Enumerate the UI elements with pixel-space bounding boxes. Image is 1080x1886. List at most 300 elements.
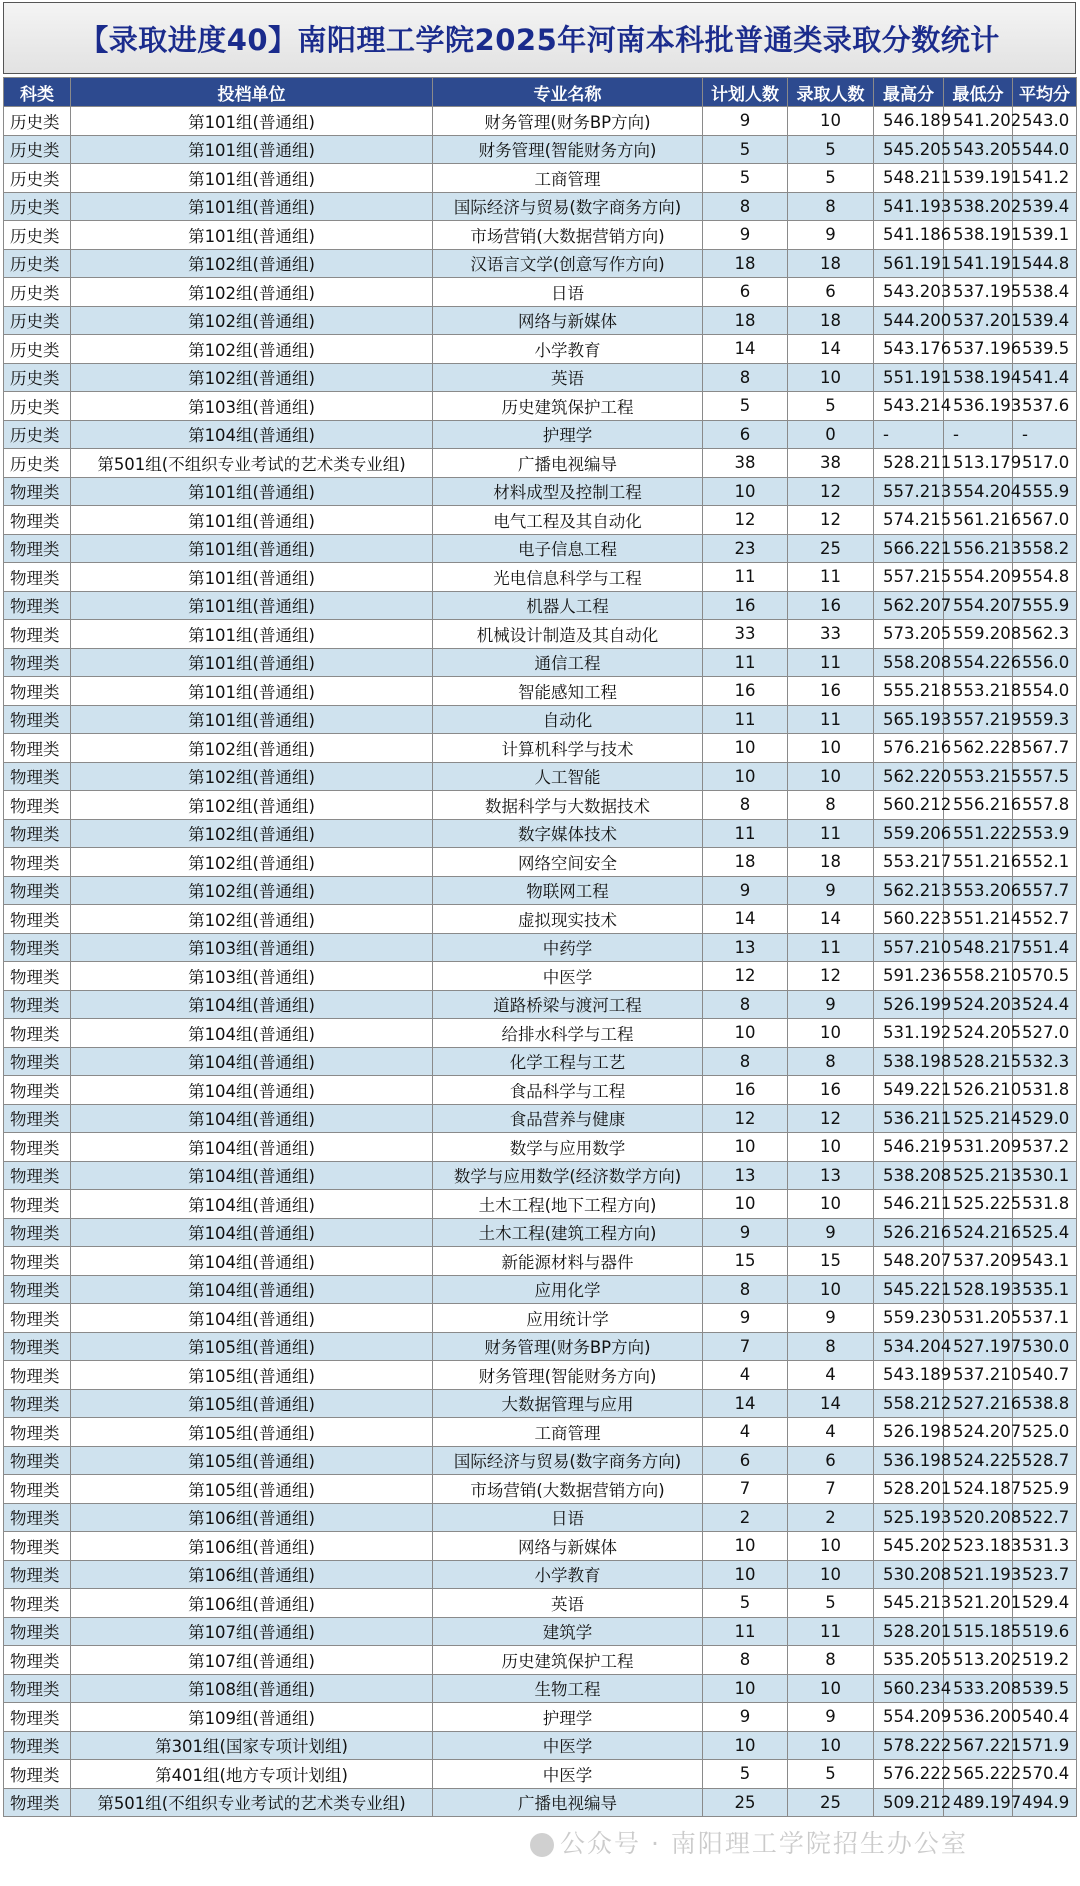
- cell-admitted: 16: [788, 591, 874, 620]
- cell-plan: 8: [703, 791, 788, 820]
- cell-admitted: 15: [788, 1247, 874, 1276]
- cell-min: 524.205: [944, 1019, 1013, 1048]
- cell-admitted: 16: [788, 677, 874, 706]
- cell-max: 578.222: [874, 1731, 944, 1760]
- cell-min: 551.222: [944, 819, 1013, 848]
- cell-plan: 16: [703, 591, 788, 620]
- cell-admitted: 10: [788, 1019, 874, 1048]
- table-row: [4, 249, 1077, 278]
- cell-admitted: 25: [788, 534, 874, 563]
- cell-category: 历史类: [4, 363, 71, 392]
- cell-max: 551.191: [874, 363, 944, 392]
- cell-admitted: 2: [788, 1503, 874, 1532]
- table-row: [4, 1190, 1077, 1219]
- cell-major: 中医学: [433, 962, 703, 991]
- cell-plan: 13: [703, 933, 788, 962]
- cell-category: 物理类: [4, 933, 71, 962]
- cell-admitted: 14: [788, 335, 874, 364]
- cell-max: 565.193: [874, 705, 944, 734]
- cell-group: 第107组(普通组): [71, 1646, 433, 1675]
- cell-group: 第101组(普通组): [71, 164, 433, 193]
- cell-min: 554.204: [944, 477, 1013, 506]
- cell-plan: 25: [703, 1788, 788, 1817]
- cell-group: 第102组(普通组): [71, 278, 433, 307]
- cell-admitted: 0: [788, 420, 874, 449]
- cell-group: 第102组(普通组): [71, 363, 433, 392]
- cell-avg: 539.5: [1013, 335, 1077, 364]
- table-row: [4, 1361, 1077, 1390]
- cell-max: 591.236: [874, 962, 944, 991]
- cell-major: 新能源材料与器件: [433, 1247, 703, 1276]
- cell-min: 539.191: [944, 164, 1013, 193]
- cell-plan: 11: [703, 648, 788, 677]
- table-row: [4, 648, 1077, 677]
- cell-category: 物理类: [4, 734, 71, 763]
- cell-plan: 14: [703, 905, 788, 934]
- cell-admitted: 5: [788, 135, 874, 164]
- cell-min: 553.206: [944, 876, 1013, 905]
- cell-group: 第106组(普通组): [71, 1503, 433, 1532]
- cell-category: 物理类: [4, 1503, 71, 1532]
- cell-plan: 8: [703, 990, 788, 1019]
- watermark-text: 公众号 · 南阳理工学院招生办公室: [560, 1829, 968, 1858]
- cell-group: 第104组(普通组): [71, 1133, 433, 1162]
- cell-category: 物理类: [4, 1247, 71, 1276]
- cell-category: 历史类: [4, 249, 71, 278]
- cell-avg: 567.0: [1013, 506, 1077, 535]
- cell-max: 536.211: [874, 1104, 944, 1133]
- cell-admitted: 33: [788, 620, 874, 649]
- cell-admitted: 9: [788, 1703, 874, 1732]
- cell-major: 广播电视编导: [433, 449, 703, 478]
- cell-plan: 18: [703, 306, 788, 335]
- cell-major: 网络空间安全: [433, 848, 703, 877]
- cell-max: 545.221: [874, 1275, 944, 1304]
- cell-plan: 10: [703, 1532, 788, 1561]
- cell-plan: 7: [703, 1332, 788, 1361]
- cell-admitted: 11: [788, 563, 874, 592]
- cell-category: 历史类: [4, 392, 71, 421]
- cell-category: 物理类: [4, 1560, 71, 1589]
- cell-category: 物理类: [4, 1418, 71, 1447]
- cell-min: 538.191: [944, 221, 1013, 250]
- cell-major: 数学与应用数学(经济数学方向): [433, 1161, 703, 1190]
- cell-admitted: 14: [788, 905, 874, 934]
- cell-group: 第102组(普通组): [71, 791, 433, 820]
- cell-admitted: 10: [788, 762, 874, 791]
- cell-admitted: 10: [788, 363, 874, 392]
- cell-major: 财务管理(财务BP方向): [433, 107, 703, 136]
- cell-major: 中医学: [433, 1731, 703, 1760]
- cell-max: 541.186: [874, 221, 944, 250]
- cell-avg: 522.7: [1013, 1503, 1077, 1532]
- cell-category: 物理类: [4, 1275, 71, 1304]
- cell-plan: 5: [703, 135, 788, 164]
- cell-min: 524.187: [944, 1475, 1013, 1504]
- table-row: [4, 563, 1077, 592]
- cell-group: 第104组(普通组): [71, 1275, 433, 1304]
- cell-min: 536.200: [944, 1703, 1013, 1732]
- cell-min: 537.195: [944, 278, 1013, 307]
- cell-min: 561.216: [944, 506, 1013, 535]
- cell-min: 524.216: [944, 1218, 1013, 1247]
- cell-admitted: 12: [788, 477, 874, 506]
- cell-max: 557.213: [874, 477, 944, 506]
- cell-max: 538.208: [874, 1161, 944, 1190]
- cell-admitted: 10: [788, 734, 874, 763]
- cell-category: 历史类: [4, 278, 71, 307]
- cell-category: 物理类: [4, 1760, 71, 1789]
- cell-avg: 554.8: [1013, 563, 1077, 592]
- cell-max: 526.199: [874, 990, 944, 1019]
- cell-category: 物理类: [4, 1532, 71, 1561]
- cell-plan: 8: [703, 192, 788, 221]
- cell-major: 日语: [433, 1503, 703, 1532]
- cell-avg: 539.1: [1013, 221, 1077, 250]
- cell-group: 第102组(普通组): [71, 249, 433, 278]
- table-row: [4, 449, 1077, 478]
- cell-category: 物理类: [4, 1190, 71, 1219]
- cell-major: 财务管理(财务BP方向): [433, 1332, 703, 1361]
- cell-admitted: 11: [788, 933, 874, 962]
- cell-category: 历史类: [4, 221, 71, 250]
- cell-max: 554.209: [874, 1703, 944, 1732]
- table-row: [4, 1503, 1077, 1532]
- cell-major: 护理学: [433, 420, 703, 449]
- cell-admitted: 10: [788, 1674, 874, 1703]
- cell-admitted: 9: [788, 221, 874, 250]
- cell-plan: 18: [703, 249, 788, 278]
- cell-group: 第104组(普通组): [71, 420, 433, 449]
- cell-plan: 11: [703, 1617, 788, 1646]
- cell-major: 应用化学: [433, 1275, 703, 1304]
- cell-plan: 12: [703, 506, 788, 535]
- table-row: [4, 848, 1077, 877]
- table-row: [4, 1674, 1077, 1703]
- cell-group: 第101组(普通组): [71, 620, 433, 649]
- cell-category: 物理类: [4, 1446, 71, 1475]
- cell-category: 物理类: [4, 1076, 71, 1105]
- cell-major: 汉语言文学(创意写作方向): [433, 249, 703, 278]
- cell-min: 521.193: [944, 1560, 1013, 1589]
- cell-min: 562.228: [944, 734, 1013, 763]
- cell-avg: 537.1: [1013, 1304, 1077, 1333]
- cell-min: 525.225: [944, 1190, 1013, 1219]
- table-row: [4, 107, 1077, 136]
- cell-category: 物理类: [4, 876, 71, 905]
- cell-group: 第101组(普通组): [71, 534, 433, 563]
- cell-max: 543.214: [874, 392, 944, 421]
- table-header-row: [4, 78, 1077, 107]
- cell-min: 554.226: [944, 648, 1013, 677]
- cell-major: 生物工程: [433, 1674, 703, 1703]
- cell-category: 物理类: [4, 1389, 71, 1418]
- cell-avg: 524.4: [1013, 990, 1077, 1019]
- cell-group: 第501组(不组织专业考试的艺术类专业组): [71, 449, 433, 478]
- cell-avg: 537.6: [1013, 392, 1077, 421]
- cell-category: 物理类: [4, 1161, 71, 1190]
- cell-admitted: 5: [788, 1760, 874, 1789]
- cell-group: 第301组(国家专项计划组): [71, 1731, 433, 1760]
- cell-plan: 12: [703, 1104, 788, 1133]
- table-row: [4, 1731, 1077, 1760]
- cell-avg: 543.0: [1013, 107, 1077, 136]
- cell-category: 物理类: [4, 534, 71, 563]
- cell-admitted: 11: [788, 648, 874, 677]
- cell-min: 538.202: [944, 192, 1013, 221]
- cell-major: 护理学: [433, 1703, 703, 1732]
- table-row: [4, 1389, 1077, 1418]
- cell-plan: 14: [703, 335, 788, 364]
- cell-min: 531.205: [944, 1304, 1013, 1333]
- cell-avg: 527.0: [1013, 1019, 1077, 1048]
- table-row: [4, 335, 1077, 364]
- cell-plan: 2: [703, 1503, 788, 1532]
- cell-max: 548.207: [874, 1247, 944, 1276]
- table-body: [4, 107, 1077, 1817]
- cell-max: 526.216: [874, 1218, 944, 1247]
- cell-plan: 8: [703, 1646, 788, 1675]
- table-row: [4, 1617, 1077, 1646]
- cell-plan: 11: [703, 563, 788, 592]
- cell-group: 第105组(普通组): [71, 1475, 433, 1504]
- cell-group: 第101组(普通组): [71, 563, 433, 592]
- cell-avg: 538.4: [1013, 278, 1077, 307]
- table-row: [4, 506, 1077, 535]
- cell-avg: 523.7: [1013, 1560, 1077, 1589]
- cell-major: 物联网工程: [433, 876, 703, 905]
- cell-admitted: 9: [788, 990, 874, 1019]
- cell-major: 历史建筑保护工程: [433, 392, 703, 421]
- table-row: [4, 1104, 1077, 1133]
- cell-admitted: 10: [788, 1190, 874, 1219]
- cell-major: 英语: [433, 1589, 703, 1618]
- cell-category: 物理类: [4, 1104, 71, 1133]
- cell-major: 给排水科学与工程: [433, 1019, 703, 1048]
- cell-avg: 557.8: [1013, 791, 1077, 820]
- cell-major: 网络与新媒体: [433, 1532, 703, 1561]
- cell-plan: 10: [703, 1190, 788, 1219]
- cell-max: 549.221: [874, 1076, 944, 1105]
- cell-avg: 544.0: [1013, 135, 1077, 164]
- cell-min: 537.196: [944, 335, 1013, 364]
- cell-max: 576.216: [874, 734, 944, 763]
- cell-min: 527.197: [944, 1332, 1013, 1361]
- cell-min: 521.201: [944, 1589, 1013, 1618]
- cell-plan: 11: [703, 819, 788, 848]
- cell-admitted: 10: [788, 1275, 874, 1304]
- cell-max: 543.189: [874, 1361, 944, 1390]
- cell-major: 小学教育: [433, 335, 703, 364]
- wechat-icon: [530, 1833, 554, 1857]
- cell-min: 556.216: [944, 791, 1013, 820]
- cell-group: 第104组(普通组): [71, 1047, 433, 1076]
- cell-group: 第101组(普通组): [71, 677, 433, 706]
- cell-max: 560.234: [874, 1674, 944, 1703]
- cell-avg: 532.3: [1013, 1047, 1077, 1076]
- cell-admitted: 12: [788, 962, 874, 991]
- table-row: [4, 164, 1077, 193]
- cell-group: 第104组(普通组): [71, 1161, 433, 1190]
- cell-avg: 555.9: [1013, 591, 1077, 620]
- cell-max: 526.198: [874, 1418, 944, 1447]
- cell-admitted: 38: [788, 449, 874, 478]
- cell-category: 物理类: [4, 1475, 71, 1504]
- cell-plan: 14: [703, 1389, 788, 1418]
- cell-admitted: 5: [788, 1589, 874, 1618]
- cell-min: 541.191: [944, 249, 1013, 278]
- col-header-plan: 计划人数: [703, 78, 788, 107]
- cell-plan: 12: [703, 962, 788, 991]
- col-header-admitted: 录取人数: [788, 78, 874, 107]
- cell-avg: 528.7: [1013, 1446, 1077, 1475]
- cell-major: 自动化: [433, 705, 703, 734]
- cell-major: 国际经济与贸易(数字商务方向): [433, 192, 703, 221]
- table-row: [4, 1446, 1077, 1475]
- cell-avg: 539.4: [1013, 192, 1077, 221]
- cell-admitted: 6: [788, 1446, 874, 1475]
- cell-max: 559.206: [874, 819, 944, 848]
- table-row: [4, 1560, 1077, 1589]
- cell-max: 562.213: [874, 876, 944, 905]
- cell-major: 人工智能: [433, 762, 703, 791]
- cell-min: 528.193: [944, 1275, 1013, 1304]
- cell-group: 第104组(普通组): [71, 990, 433, 1019]
- cell-max: 525.193: [874, 1503, 944, 1532]
- cell-group: 第102组(普通组): [71, 762, 433, 791]
- cell-avg: 559.3: [1013, 705, 1077, 734]
- cell-avg: 544.8: [1013, 249, 1077, 278]
- cell-admitted: 11: [788, 705, 874, 734]
- cell-avg: 553.9: [1013, 819, 1077, 848]
- cell-avg: 531.8: [1013, 1190, 1077, 1219]
- cell-major: 智能感知工程: [433, 677, 703, 706]
- table-row: [4, 734, 1077, 763]
- cell-group: 第102组(普通组): [71, 306, 433, 335]
- cell-major: 虚拟现实技术: [433, 905, 703, 934]
- table-row: [4, 591, 1077, 620]
- cell-admitted: 4: [788, 1418, 874, 1447]
- cell-category: 物理类: [4, 477, 71, 506]
- cell-avg: 541.2: [1013, 164, 1077, 193]
- cell-min: 537.210: [944, 1361, 1013, 1390]
- cell-avg: 529.0: [1013, 1104, 1077, 1133]
- cell-min: 559.208: [944, 620, 1013, 649]
- cell-category: 历史类: [4, 420, 71, 449]
- cell-admitted: 10: [788, 1560, 874, 1589]
- cell-avg: 525.9: [1013, 1475, 1077, 1504]
- cell-max: 536.198: [874, 1446, 944, 1475]
- cell-plan: 5: [703, 164, 788, 193]
- cell-max: 573.205: [874, 620, 944, 649]
- cell-plan: 10: [703, 734, 788, 763]
- cell-major: 英语: [433, 363, 703, 392]
- cell-category: 物理类: [4, 1019, 71, 1048]
- cell-plan: 9: [703, 107, 788, 136]
- cell-admitted: 12: [788, 1104, 874, 1133]
- cell-category: 历史类: [4, 164, 71, 193]
- cell-min: 548.217: [944, 933, 1013, 962]
- cell-category: 历史类: [4, 107, 71, 136]
- cell-avg: 540.4: [1013, 1703, 1077, 1732]
- cell-max: 528.211: [874, 449, 944, 478]
- cell-min: 537.209: [944, 1247, 1013, 1276]
- cell-plan: 10: [703, 762, 788, 791]
- table-row: [4, 135, 1077, 164]
- cell-avg: 537.2: [1013, 1133, 1077, 1162]
- cell-group: 第103组(普通组): [71, 392, 433, 421]
- table-row: [4, 819, 1077, 848]
- cell-plan: 10: [703, 1019, 788, 1048]
- cell-avg: 535.1: [1013, 1275, 1077, 1304]
- table-row: [4, 1418, 1077, 1447]
- cell-admitted: 10: [788, 1133, 874, 1162]
- cell-plan: 9: [703, 1703, 788, 1732]
- cell-plan: 11: [703, 705, 788, 734]
- table-row: [4, 420, 1077, 449]
- table-row: [4, 933, 1077, 962]
- cell-major: 道路桥梁与渡河工程: [433, 990, 703, 1019]
- cell-max: 538.198: [874, 1047, 944, 1076]
- table-row: [4, 192, 1077, 221]
- title-banner: [3, 2, 1076, 74]
- cell-major: 应用统计学: [433, 1304, 703, 1333]
- cell-group: 第102组(普通组): [71, 876, 433, 905]
- cell-major: 广播电视编导: [433, 1788, 703, 1817]
- cell-min: 524.203: [944, 990, 1013, 1019]
- cell-max: 545.205: [874, 135, 944, 164]
- cell-admitted: 7: [788, 1475, 874, 1504]
- cell-admitted: 25: [788, 1788, 874, 1817]
- cell-plan: 13: [703, 1161, 788, 1190]
- table-row: [4, 1788, 1077, 1817]
- cell-major: 数据科学与大数据技术: [433, 791, 703, 820]
- cell-avg: 570.5: [1013, 962, 1077, 991]
- cell-min: 524.225: [944, 1446, 1013, 1475]
- cell-max: 535.205: [874, 1646, 944, 1675]
- cell-admitted: 10: [788, 1532, 874, 1561]
- cell-plan: 10: [703, 1133, 788, 1162]
- cell-min: 553.215: [944, 762, 1013, 791]
- cell-category: 历史类: [4, 135, 71, 164]
- cell-major: 通信工程: [433, 648, 703, 677]
- cell-max: 574.215: [874, 506, 944, 535]
- cell-min: 526.210: [944, 1076, 1013, 1105]
- cell-max: 560.212: [874, 791, 944, 820]
- cell-min: 513.179: [944, 449, 1013, 478]
- table-row: [4, 905, 1077, 934]
- cell-avg: 517.0: [1013, 449, 1077, 478]
- cell-max: 546.211: [874, 1190, 944, 1219]
- cell-avg: 525.4: [1013, 1218, 1077, 1247]
- cell-group: 第104组(普通组): [71, 1104, 433, 1133]
- cell-category: 物理类: [4, 1361, 71, 1390]
- cell-plan: 6: [703, 1446, 788, 1475]
- cell-min: 520.208: [944, 1503, 1013, 1532]
- cell-max: 534.204: [874, 1332, 944, 1361]
- cell-admitted: 10: [788, 107, 874, 136]
- table-row: [4, 1589, 1077, 1618]
- cell-category: 历史类: [4, 306, 71, 335]
- cell-group: 第104组(普通组): [71, 1076, 433, 1105]
- col-header-category: 科类: [4, 78, 71, 107]
- cell-plan: 8: [703, 1047, 788, 1076]
- cell-group: 第101组(普通组): [71, 192, 433, 221]
- cell-major: 小学教育: [433, 1560, 703, 1589]
- cell-category: 物理类: [4, 1674, 71, 1703]
- cell-group: 第101组(普通组): [71, 705, 433, 734]
- cell-group: 第105组(普通组): [71, 1389, 433, 1418]
